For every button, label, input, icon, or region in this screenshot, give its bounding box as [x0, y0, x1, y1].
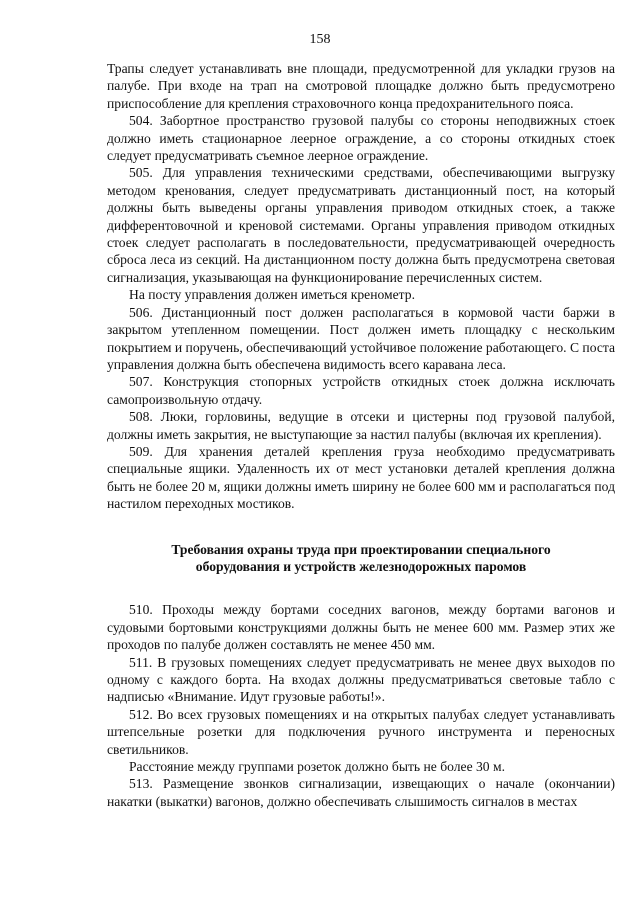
paragraph-inclinometer: На посту управления должен иметься кренометр. — [129, 287, 415, 303]
paragraph-505: 505. Для управления техническими средствами, обеспечивающими выгрузку методом кренования, следует предусматривать дистанционный пост, на который должны быть выведены органы управления приводом откидных стоек, а также дифферентовочной и креновой системами. Органы управления приводом откидных стоек следует располагать в последовательности, предусматривающей очередность сброса леса из секций. На дистанционном посту должна быть предусмотрена световая сигнализация, указывающая на функционирование перечисленных систем. — [107, 165, 615, 285]
paragraph-513: 513. Размещение звонков сигнализации, извещающих о начале (окончании) накатки (выкатки) вагонов, должно обеспечивать слышимость сигналов в местах — [107, 776, 615, 809]
body-text — [107, 60, 615, 810]
paragraph-510: 510. Проходы между бортами соседних вагонов, между бортами вагонов и судовыми бортовыми конструкциями должны быть не менее 600 мм. Размер этих же проходов по палубе должен составлять не менее 450 мм. — [107, 602, 615, 653]
page-number: 158 — [309, 32, 331, 47]
paragraph-508: 508. Люки, горловины, ведущие в отсеки и цистерны под грузовой палубой, должны иметь закрытия, не выступающие за настил палубы (включая их крепления). — [107, 409, 615, 442]
paragraph-506: 506. Дистанционный пост должен располагаться в кормовой части баржи в закрытом утепленном помещении. Пост должен иметь площадку с нескольким покрытием и поручень, обеспечивающий устойчивое положение работающего. С поста управления должна быть обеспечена видимость всего каравана леса. — [107, 304, 615, 372]
section-heading — [107, 541, 615, 576]
paragraph-ladders: Трапы следует устанавливать вне площади, предусмотренной для укладки грузов на палубе. При входе на трап на смотровой площадке должно быть предусмотрено приспособление для крепления страховочного конца предохранительного пояса. — [107, 61, 615, 111]
paragraph-504: 504. Забортное пространство грузовой палубы со стороны неподвижных стоек должно иметь стационарное леерное ограждение, а со стороны откидных стоек следует предусматривать съемное леерное ограждение. — [107, 113, 615, 164]
paragraph-512: 512. Во всех грузовых помещениях и на открытых палубах следует устанавливать штепсельные розетки для подключения ручного инструмента и переносных светильников. — [107, 706, 615, 757]
section-heading-line-2: оборудования и устройств железнодорожных паромов — [195, 558, 527, 574]
paragraph-507: 507. Конструкция стопорных устройств откидных стоек должна исключать самопроизвольную отдачу. — [107, 374, 615, 407]
paragraph-509: 509. Для хранения деталей крепления груза необходимо предусматривать специальные ящики. Удаленность их от мест установки деталей крепления должна быть не более 20 м, ящики должны иметь ширину не более 600 мм и располагаться под настилом переходных мостиков. — [107, 443, 615, 512]
paragraph-socket-distance: Расстояние между группами розеток должно быть не более 30 м. — [129, 759, 505, 775]
paragraph-511: 511. В грузовых помещениях следует предусматривать не менее двух выходов по одному с каждого борта. На входах должны предусматриваться световые табло с надписью «Внимание. Идут грузовые работы!». — [107, 654, 615, 705]
section-heading-line-1: Требования охраны труда при проектировании специального — [171, 541, 551, 557]
